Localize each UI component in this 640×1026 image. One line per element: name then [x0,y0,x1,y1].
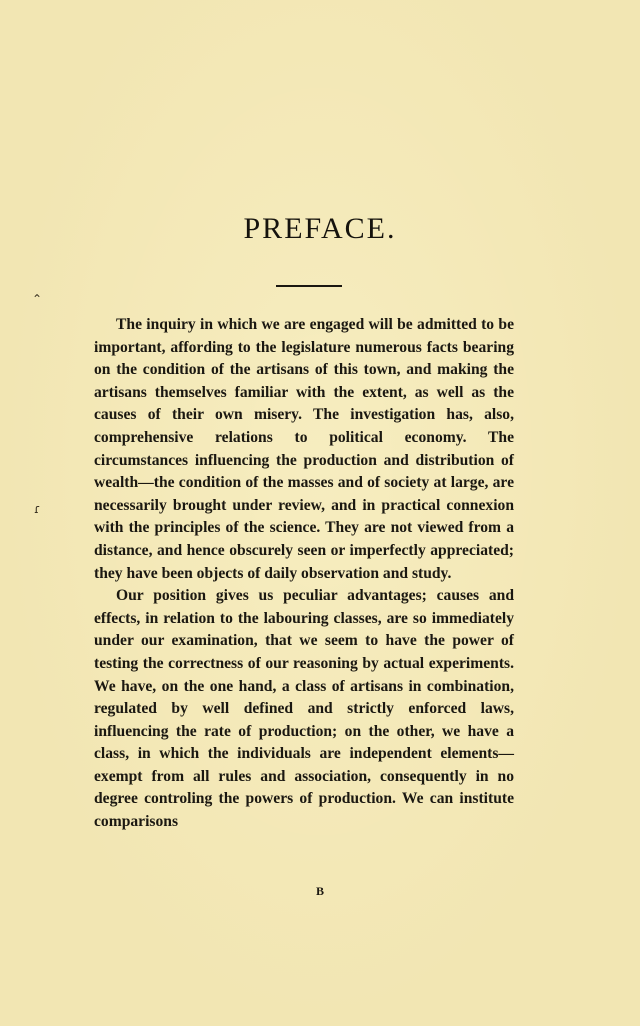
page-title: PREFACE. [243,212,397,245]
margin-mark: ⌃ [32,292,43,306]
title-rule [276,285,342,287]
paragraph: The inquiry in which we are engaged will be admitted to be important, affording to the legislature numerous facts bearing on the condition of the artisans of this town, and making the artisans themselves familiar with the extent, as well as the causes of their own misery. The investigation has, also, comprehensive relations to political economy. The circumstances influencing the production and distribution of wealth—the condition of the masses and of society at large, are necessarily brought under review, and in practical connexion with the principles of the science. They are not viewed from a distance, and hence obscurely seen or imperfectly appreciated; they have been objects of daily observation and study. [94,316,514,582]
paragraph: Our position gives us peculiar advantages; causes and effects, in relation to the labouring classes, are so immediately under our examination, that we seem to have the power of testing the correctness of our reasoning by actual experiments. We have, on the one hand, a class of artisans in combination, regulated by well defined and strictly enforced laws, influencing the rate of production; on the other, we have a class, in which the individuals are independent elements—exempt from all rules and association, consequently in no degree controling the powers of production. We can institute comparisons [94,587,514,831]
margin-mark: ɾ [34,502,41,516]
preface-text [94,314,514,834]
signature-mark: B [315,884,324,898]
